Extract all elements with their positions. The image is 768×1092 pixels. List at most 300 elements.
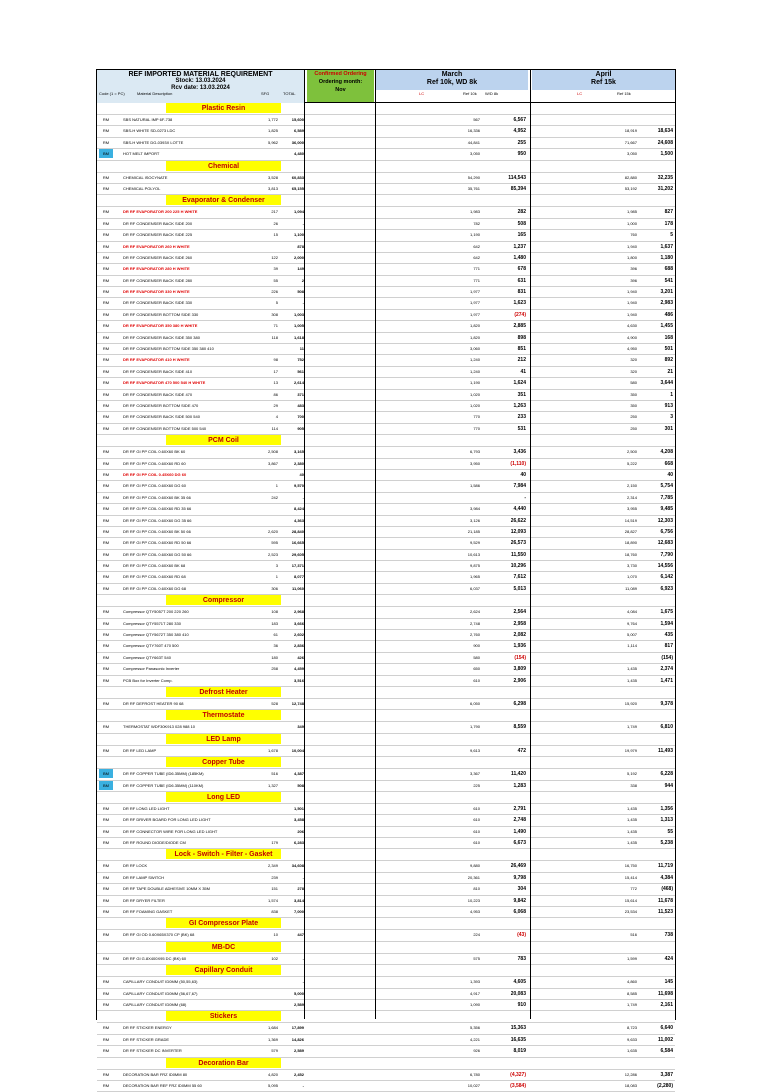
row-april-balance: 12,683 bbox=[657, 540, 673, 547]
row-ref10k: 650 bbox=[473, 666, 480, 672]
row-sfg: 1 bbox=[275, 483, 278, 489]
row-ref10k: 6,050 bbox=[469, 700, 480, 706]
row-march-balance: 114,543 bbox=[508, 174, 526, 181]
row-sfg: 1,574 bbox=[267, 897, 278, 903]
row-description: CHEMICAL POLYOL bbox=[123, 185, 161, 191]
row-ref15k: 1,070 bbox=[626, 574, 637, 580]
row-april-balance: 3,387 bbox=[660, 1071, 673, 1078]
section-header bbox=[97, 103, 675, 115]
row-ref15k: 1,635 bbox=[626, 1048, 637, 1054]
table-row bbox=[97, 138, 675, 149]
row-sfg: 2,508 bbox=[267, 449, 278, 455]
table-row bbox=[97, 367, 675, 378]
row-total: 1,094 bbox=[293, 209, 304, 215]
row-april-balance: 738 bbox=[664, 932, 673, 939]
row-description: DR RF EVAPORATOR 280 H WHITE bbox=[123, 266, 190, 272]
row-april-balance: 11,698 bbox=[657, 990, 673, 997]
row-total: 2,380 bbox=[293, 460, 304, 466]
march-header bbox=[376, 70, 528, 90]
row-code: RM bbox=[102, 380, 110, 386]
row-total: 2 bbox=[301, 277, 304, 283]
row-description: DR RF DRIVER BOARD FOR LONG LED LIGHT bbox=[123, 817, 211, 823]
row-ref10k: 567 bbox=[473, 117, 480, 122]
row-march-balance: 1,263 bbox=[513, 402, 526, 409]
row-april-balance: 11,493 bbox=[657, 747, 673, 754]
row-ref10k: 3,950 bbox=[469, 460, 480, 466]
row-march-balance: 26,469 bbox=[510, 863, 526, 870]
row-march-balance: 26,573 bbox=[510, 540, 526, 547]
row-ref10k: 9,880 bbox=[469, 863, 480, 869]
table-row bbox=[97, 930, 675, 941]
row-ref10k: 1,190 bbox=[469, 380, 480, 386]
table-row bbox=[97, 873, 675, 884]
row-march-balance: 631 bbox=[517, 277, 526, 284]
section-title: Chemical bbox=[166, 161, 281, 171]
table-row bbox=[97, 977, 675, 988]
row-code: RM bbox=[102, 666, 110, 672]
april-header bbox=[532, 70, 675, 90]
table-row bbox=[97, 424, 675, 435]
row-march-balance: 2,791 bbox=[513, 805, 526, 812]
row-code: RM bbox=[102, 528, 110, 534]
row-sfg: 1,772 bbox=[267, 117, 278, 122]
row-march-balance: 11,550 bbox=[510, 551, 526, 558]
row-description: DR RF CONDENSER BACK SIDE 280 bbox=[123, 277, 193, 283]
row-march-balance: 85,394 bbox=[510, 185, 526, 192]
row-description: DR RF COPPER TUBE (ID6.35MM) (185KM) bbox=[123, 771, 204, 777]
row-ref10k: 1,393 bbox=[469, 979, 480, 985]
section-title: LED Lamp bbox=[166, 734, 281, 744]
row-description: DR RF DEFROST HEATER 90 68 bbox=[123, 700, 184, 706]
row-march-balance: 2,885 bbox=[513, 323, 526, 330]
section-title: PCM Coil bbox=[166, 435, 281, 445]
table-row bbox=[97, 861, 675, 872]
row-code: RM bbox=[102, 391, 110, 397]
row-april-balance: 9,485 bbox=[660, 506, 673, 513]
row-ref15k: 18,919 bbox=[624, 128, 637, 134]
table-row bbox=[97, 815, 675, 826]
row-ref10k: 1,020 bbox=[469, 402, 480, 408]
row-code: RM bbox=[102, 1082, 110, 1088]
section-title: Decoration Bar bbox=[166, 1058, 281, 1068]
row-sfg: 151 bbox=[271, 886, 278, 892]
row-sfg: 308 bbox=[271, 311, 278, 317]
table-row bbox=[97, 126, 675, 137]
row-sfg: 3,528 bbox=[267, 174, 278, 180]
row-april-balance: 145 bbox=[664, 979, 673, 986]
row-sfg: 3 bbox=[275, 563, 278, 569]
row-march-balance: 41 bbox=[520, 368, 526, 375]
table-row bbox=[97, 769, 675, 780]
row-ref15k: 760 bbox=[630, 232, 637, 238]
row-code: RM bbox=[102, 346, 110, 352]
table-row bbox=[97, 1046, 675, 1057]
row-total: 3,165 bbox=[293, 449, 304, 455]
material-rows bbox=[97, 103, 675, 1092]
row-ref15k: 1,435 bbox=[626, 817, 637, 823]
row-march-balance: 255 bbox=[517, 139, 526, 146]
row-total: 508 bbox=[297, 782, 304, 788]
row-ref10k: 1,977 bbox=[469, 300, 480, 306]
row-ref15k: 1,940 bbox=[626, 311, 637, 317]
row-description: DR RF CONDENSER BOTTOM SIDE 500 540 bbox=[123, 425, 207, 431]
row-april-balance: 486 bbox=[664, 311, 673, 318]
row-april-balance: 14,556 bbox=[657, 563, 673, 570]
row-ref10k: 225 bbox=[473, 782, 480, 788]
table-row bbox=[97, 1081, 675, 1092]
row-description: DR RF STICKER GRADE bbox=[123, 1036, 170, 1042]
row-ref15k: 15,414 bbox=[624, 874, 637, 880]
row-description: DR RF GI PP COIL 0.60X60 RD 68 bbox=[123, 574, 186, 580]
row-description: DR RF EVAPORATOR 410 H WHITE bbox=[123, 357, 190, 363]
row-ref15k: 15,920 bbox=[624, 700, 637, 706]
row-march-balance: 16,635 bbox=[510, 1036, 526, 1043]
table-row bbox=[97, 896, 675, 907]
row-code: RM bbox=[102, 311, 110, 317]
row-ref15k: 12,286 bbox=[624, 1071, 637, 1077]
row-sfg: 55 bbox=[273, 277, 278, 283]
row-sfg: 118 bbox=[271, 334, 278, 340]
row-sfg: 1 bbox=[275, 574, 278, 580]
rcv-date: Rcv date: 13.03.2024 bbox=[171, 85, 230, 91]
section-header bbox=[97, 710, 675, 722]
row-ref15k: 2,150 bbox=[626, 483, 637, 489]
row-march-balance: 1,490 bbox=[513, 828, 526, 835]
row-ref15k: 8,723 bbox=[626, 1025, 637, 1031]
row-description: DR RF FOAMING GASKET bbox=[123, 909, 173, 915]
section-title: MB-DC bbox=[166, 942, 281, 952]
row-description: Compressor QTY5672T 350 380 410 bbox=[123, 632, 189, 638]
table-row bbox=[97, 321, 675, 332]
row-ref10k: 224 bbox=[473, 932, 480, 938]
row-description: Compressor Panasonic Inverter bbox=[123, 666, 180, 672]
row-description: SBS-H WHITE SD-0273 LDC bbox=[123, 128, 176, 134]
row-ref10k: 610 bbox=[473, 828, 480, 834]
row-ref15k: 82,880 bbox=[624, 174, 637, 180]
row-march-balance: 6,068 bbox=[513, 909, 526, 916]
row-description: CAPILLARY CONDUIT ID0MM (56,67,67) bbox=[123, 990, 198, 996]
row-description: DR RF CONDENSER BACK SIDE 350 380 bbox=[123, 334, 200, 340]
row-april-balance: 6,584 bbox=[660, 1048, 673, 1055]
row-sfg: 179 bbox=[271, 840, 278, 846]
row-code: RM bbox=[102, 874, 110, 880]
row-ref15k: 1,940 bbox=[626, 289, 637, 295]
section-header bbox=[97, 161, 675, 173]
row-total: 149 bbox=[297, 266, 304, 272]
row-code: RM bbox=[102, 471, 110, 477]
row-march-balance: 678 bbox=[517, 266, 526, 273]
row-code: RM bbox=[102, 979, 110, 985]
row-total: 905 bbox=[297, 425, 304, 431]
table-row bbox=[97, 470, 675, 481]
row-description: HOT MELT IMPORT bbox=[123, 151, 160, 157]
table-row bbox=[97, 401, 675, 412]
row-ref10k: 10,027 bbox=[467, 1082, 480, 1088]
row-code: RM bbox=[102, 254, 110, 260]
row-description: DR RF STICKER ENERGY bbox=[123, 1025, 172, 1031]
row-march-balance: 212 bbox=[517, 357, 526, 364]
ordering-month-value: Nov bbox=[335, 87, 346, 93]
row-sfg: 13 bbox=[273, 380, 278, 386]
row-april-balance: 2,374 bbox=[660, 666, 673, 673]
row-ref15k: 1,435 bbox=[626, 840, 637, 846]
row-march-balance: 950 bbox=[517, 151, 526, 158]
row-ref10k: 1,790 bbox=[469, 724, 480, 730]
row-ref15k: 4,630 bbox=[626, 323, 637, 329]
row-ref15k: 3,955 bbox=[626, 506, 637, 512]
row-april-balance: 24,608 bbox=[657, 139, 673, 146]
row-march-balance: (1,110) bbox=[510, 460, 526, 467]
confirmed-ordering-label: Confirmed Ordering bbox=[314, 71, 367, 77]
row-sfg: 528 bbox=[271, 700, 278, 706]
row-sfg: 242 bbox=[271, 494, 278, 500]
row-total: 16,665 bbox=[291, 540, 304, 546]
row-march-balance: 508 bbox=[517, 220, 526, 227]
row-total: 4,363 bbox=[293, 517, 304, 523]
row-code: RM bbox=[102, 1036, 110, 1042]
section-title: Lock - Switch - Filter - Gasket bbox=[166, 849, 281, 859]
row-april-balance: 541 bbox=[664, 277, 673, 284]
table-row bbox=[97, 276, 675, 287]
row-april-balance: 31,202 bbox=[657, 185, 673, 192]
row-total: 2,968 bbox=[293, 609, 304, 615]
row-sfg: 183 bbox=[271, 620, 278, 626]
row-april-balance: 6,756 bbox=[660, 528, 673, 535]
row-total: 17,899 bbox=[291, 1025, 304, 1031]
row-march-balance: 5,013 bbox=[513, 585, 526, 592]
row-ref10k: 610 bbox=[473, 840, 480, 846]
row-april-balance: 7,785 bbox=[660, 494, 673, 501]
row-march-balance: 40 bbox=[520, 471, 526, 478]
row-sfg: 108 bbox=[271, 609, 278, 615]
table-row bbox=[97, 550, 675, 561]
row-ref15k: 71,667 bbox=[624, 139, 637, 145]
row-total: 7,000 bbox=[293, 909, 304, 915]
row-ref15k: 9,764 bbox=[626, 620, 637, 626]
row-description: DR RF CONDENSER BACK SIDE 225 bbox=[123, 232, 193, 238]
table-row bbox=[97, 184, 675, 195]
table-row bbox=[97, 838, 675, 849]
row-description: CAPILLARY CONDUIT ID0MM (68) bbox=[123, 1002, 187, 1007]
row-description: DR RF GI PP COIL 0.60X60 BK 68 bbox=[123, 563, 186, 569]
section-title: Copper Tube bbox=[166, 757, 281, 767]
row-sfg: 98 bbox=[273, 357, 278, 363]
row-code: RM bbox=[102, 724, 110, 730]
row-sfg: 579 bbox=[271, 1048, 278, 1054]
row-ref15k: 5,192 bbox=[626, 771, 637, 777]
row-total: 1,005 bbox=[293, 323, 304, 329]
row-total: 878 bbox=[297, 243, 304, 249]
row-april-balance: 3 bbox=[670, 414, 673, 421]
row-description: DR RF CONDENSER BACK SIDE 410 bbox=[123, 368, 193, 374]
section-header bbox=[97, 918, 675, 930]
row-ref10k: 1,977 bbox=[469, 311, 480, 317]
section-header bbox=[97, 849, 675, 861]
section-title: Stickers bbox=[166, 1011, 281, 1021]
col-ref10k: Ref 10k bbox=[463, 91, 477, 96]
row-ref15k: 23,534 bbox=[624, 909, 637, 915]
row-ref15k: 8,585 bbox=[626, 990, 637, 996]
row-description: DR RF EVAPORATOR 350 380 H WHITE bbox=[123, 323, 198, 329]
row-ref15k: 250 bbox=[630, 425, 637, 431]
row-total: 1,003 bbox=[293, 311, 304, 317]
row-ref10k: 16,336 bbox=[467, 128, 480, 134]
row-ref15k: 16,750 bbox=[624, 863, 637, 869]
table-row bbox=[97, 287, 675, 298]
row-code: RM bbox=[102, 990, 110, 996]
row-code: RM bbox=[102, 220, 110, 226]
row-ref15k: 4,860 bbox=[626, 979, 637, 985]
row-ref15k: 516 bbox=[630, 932, 637, 938]
row-ref10k: 5,356 bbox=[469, 1025, 480, 1031]
table-row bbox=[97, 333, 675, 344]
row-march-balance: (3,584) bbox=[510, 1082, 526, 1089]
table-row bbox=[97, 664, 675, 675]
row-march-balance: 10,296 bbox=[510, 563, 526, 570]
row-april-balance: 11,523 bbox=[657, 909, 673, 916]
row-april-balance: 688 bbox=[664, 266, 673, 273]
col-desc: Material Description bbox=[137, 91, 173, 96]
row-ref15k: 2,314 bbox=[626, 494, 637, 500]
row-total: 3,516 bbox=[293, 677, 304, 683]
row-code: RM bbox=[102, 897, 110, 903]
row-april-balance: 1,455 bbox=[660, 323, 673, 330]
row-april-balance: 5,238 bbox=[660, 840, 673, 847]
row-total: 6,283 bbox=[293, 840, 304, 846]
row-code: RM bbox=[102, 483, 110, 489]
divider bbox=[530, 70, 531, 1019]
row-march-balance: 351 bbox=[517, 391, 526, 398]
row-ref15k: 5,222 bbox=[626, 460, 637, 466]
row-april-balance: 11,002 bbox=[657, 1036, 673, 1043]
row-code: RM bbox=[102, 654, 110, 660]
row-code: RM bbox=[102, 323, 110, 329]
row-description: DR RF CONDENSER BACK SIDE 200 bbox=[123, 220, 193, 226]
row-total: 447 bbox=[297, 932, 304, 938]
row-ref15k: 250 bbox=[630, 414, 637, 420]
row-total: 5,000 bbox=[293, 990, 304, 996]
section-header bbox=[97, 965, 675, 977]
row-april-balance: 55 bbox=[667, 828, 673, 835]
row-total: 2,836 bbox=[293, 643, 304, 649]
row-ref10k: 575 bbox=[473, 955, 480, 961]
row-april-balance: 32,235 bbox=[657, 174, 673, 181]
row-march-balance: 20,083 bbox=[510, 990, 526, 997]
row-description: DR RF GI PP COIL 0.60X60 DG 35 66 bbox=[123, 517, 192, 523]
section-title: Evaporator & Condenser bbox=[166, 195, 281, 205]
row-ref10k: 1,977 bbox=[469, 289, 480, 295]
row-sfg: 1,684 bbox=[267, 1025, 278, 1031]
col-lc2: LC bbox=[577, 91, 583, 96]
row-code: RM bbox=[102, 277, 110, 283]
row-description: SBS-H WHITE DG-0393X LOTTE bbox=[123, 139, 184, 145]
row-total: 6,589 bbox=[293, 128, 304, 134]
row-ref15k: 396 bbox=[630, 277, 637, 283]
row-total: 10,004 bbox=[291, 747, 304, 753]
sheet-header bbox=[97, 70, 675, 103]
stock-date: Stock: 13.03.2024 bbox=[175, 78, 226, 84]
section-header bbox=[97, 595, 675, 607]
row-april-balance: 1,356 bbox=[660, 805, 673, 812]
table-row bbox=[97, 781, 675, 792]
row-april-balance: 944 bbox=[664, 782, 673, 789]
row-code: RM bbox=[102, 643, 110, 649]
section-title: Compressor bbox=[166, 595, 281, 605]
row-description: DR RF GI PP COIL 0.60X60 DG 50 66 bbox=[123, 551, 192, 557]
divider bbox=[304, 70, 305, 1019]
row-ref15k: 1,749 bbox=[626, 1002, 637, 1007]
row-march-balance: 304 bbox=[517, 886, 526, 893]
row-ref15k: 1,114 bbox=[627, 643, 637, 649]
row-code: RM bbox=[102, 174, 110, 180]
row-ref15k: 320 bbox=[630, 368, 637, 374]
row-ref15k: 11,089 bbox=[625, 585, 637, 591]
row-april-balance: 913 bbox=[664, 402, 673, 409]
row-march-balance: 1,624 bbox=[513, 380, 526, 387]
row-total: 2,602 bbox=[293, 632, 304, 638]
row-april-balance: 501 bbox=[664, 346, 673, 353]
table-row bbox=[97, 884, 675, 895]
row-total: 60,833 bbox=[291, 174, 304, 180]
row-ref15k: 18,890 bbox=[624, 540, 637, 546]
table-row bbox=[97, 264, 675, 275]
row-march-balance: 6,567 bbox=[513, 117, 526, 123]
row-total: 8,077 bbox=[293, 574, 304, 580]
row-code: RM bbox=[102, 139, 110, 145]
row-april-balance: 7,790 bbox=[660, 551, 673, 558]
row-april-balance: 12,303 bbox=[657, 517, 673, 524]
row-march-balance: (154) bbox=[514, 654, 526, 661]
row-sfg: 306 bbox=[271, 585, 278, 591]
row-code: RM bbox=[102, 632, 110, 638]
table-row bbox=[97, 378, 675, 389]
table-row bbox=[97, 722, 675, 733]
row-april-balance: 11,719 bbox=[657, 863, 673, 870]
table-row bbox=[97, 584, 675, 595]
table-row bbox=[97, 173, 675, 184]
table-row bbox=[97, 230, 675, 241]
row-april-balance: 1,180 bbox=[660, 254, 673, 261]
row-ref15k: 19,979 bbox=[624, 747, 637, 753]
row-april-balance: 18,634 bbox=[657, 128, 673, 135]
row-ref10k: 35,761 bbox=[467, 185, 480, 191]
row-march-balance: 472 bbox=[517, 747, 526, 754]
row-total: 65,155 bbox=[291, 185, 304, 191]
row-march-balance: 1,237 bbox=[513, 243, 526, 250]
section-title: Capillary Conduit bbox=[166, 965, 281, 975]
row-description: DR RF CONDENSER BACK SIDE 330 bbox=[123, 300, 193, 306]
table-row bbox=[97, 207, 675, 218]
row-sfg: 2,620 bbox=[267, 528, 278, 534]
row-april-balance: 1 bbox=[670, 391, 673, 398]
table-row bbox=[97, 242, 675, 253]
row-code: RM bbox=[102, 128, 110, 134]
row-sfg: 26 bbox=[273, 220, 278, 226]
row-march-balance: (4,327) bbox=[510, 1071, 526, 1078]
row-ref10k: 3,984 bbox=[469, 506, 480, 512]
column-headers bbox=[97, 89, 675, 102]
table-row bbox=[97, 561, 675, 572]
row-april-balance: 4,208 bbox=[660, 449, 673, 456]
row-ref10k: 10,223 bbox=[467, 897, 480, 903]
march-title: March bbox=[441, 71, 463, 78]
row-ref10k: 9,529 bbox=[469, 540, 480, 546]
row-march-balance: 851 bbox=[517, 346, 526, 353]
row-total: 2,000 bbox=[293, 254, 304, 260]
table-row bbox=[97, 527, 675, 538]
row-total: 349 bbox=[297, 724, 304, 730]
row-description: DR RF CONDENSER BOTTOM SIDE 350 380 410 bbox=[123, 346, 214, 352]
